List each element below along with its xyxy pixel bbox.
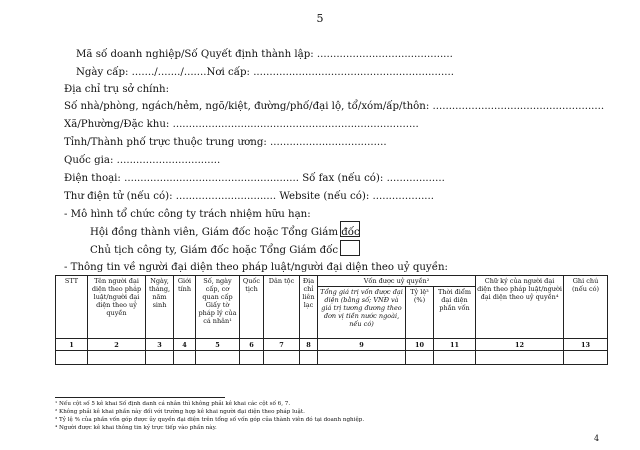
- empty-cell[interactable]: [564, 351, 608, 365]
- empty-cell[interactable]: [476, 351, 564, 365]
- model-option-chairman: Chủ tịch công ty, Giám đốc hoặc Tổng Giám đốc: [90, 245, 339, 256]
- empty-cell[interactable]: [264, 351, 300, 365]
- empty-cell[interactable]: [434, 351, 476, 365]
- empty-cell[interactable]: [318, 351, 406, 365]
- empty-cell[interactable]: [146, 351, 174, 365]
- head-office-heading: Địa chỉ trụ sở chính:: [64, 84, 169, 95]
- header-nationality: Quốc tịch: [240, 276, 264, 339]
- empty-cell[interactable]: [88, 351, 146, 365]
- page-number: 5: [316, 12, 324, 25]
- header-ethnicity: Dân tộc: [264, 276, 300, 339]
- chairman-checkbox[interactable]: [340, 240, 360, 256]
- country-line: Quốc gia: ................................: [64, 155, 221, 166]
- column-number: 12: [476, 339, 564, 351]
- empty-cell[interactable]: [406, 351, 434, 365]
- column-number: 8: [300, 339, 318, 351]
- column-number: 4: [174, 339, 196, 351]
- column-number: 10: [406, 339, 434, 351]
- column-number: 3: [146, 339, 174, 351]
- footnote: ¹ Nếu cột số 5 kê khai Số định danh cá nhân thì không phải kê khai các cột số 6, 7.: [55, 401, 291, 407]
- column-number: 7: [264, 339, 300, 351]
- ward-line: Xã/Phường/Đặc khu: ............................................................................: [64, 119, 419, 130]
- header-authorized-capital: Vốn được uỷ quyền²: [318, 276, 476, 287]
- street-address-line: Số nhà/phòng, ngách/hẻm, ngõ/kiệt, đường/phố/đại lộ, tổ/xóm/ấp/thôn: .....................................................: [64, 101, 605, 112]
- column-number: 6: [240, 339, 264, 351]
- corner-mark: 4: [594, 434, 600, 443]
- board-checkbox[interactable]: [340, 221, 360, 237]
- header-date-of-birth: Ngày, tháng, năm sinh: [146, 276, 174, 339]
- header-ratio: Tỷ lệ³ (%): [406, 287, 434, 339]
- representative-info-heading: - Thông tin về người đại diện theo pháp luật/người đại diện theo uỷ quyền:: [64, 262, 448, 273]
- header-total-capital-value: Tổng giá trị vốn được đại diện (bằng số; VNĐ và giá trị tương đương theo đơn vị tiền nước ngoài, nếu có): [318, 287, 406, 339]
- header-signature: Chữ ký của người đại diện theo pháp luật/người đại diện theo uỷ quyền⁴: [476, 276, 564, 339]
- header-notes: Ghi chú (nếu có): [564, 276, 608, 339]
- column-number: 13: [564, 339, 608, 351]
- footnote: ³ Tỷ lệ % của phần vốn góp được ủy quyền đại diện trên tổng số vốn góp của thành viên đó tại doanh nghiệp.: [55, 417, 365, 423]
- representative-table: [55, 275, 608, 365]
- model-option-board: Hội đồng thành viên, Giám đốc hoặc Tổng Giám đốc: [90, 227, 360, 238]
- phone-fax-line: Điện thoại: ...................................................... Số fax (nếu có): ..................: [64, 173, 445, 184]
- column-number: 11: [434, 339, 476, 351]
- header-representation-time: Thời điểm đại diện phần vốn: [434, 287, 476, 339]
- column-number: 9: [318, 339, 406, 351]
- header-contact-address: Địa chỉ liên lạc: [300, 276, 318, 339]
- column-number: 2: [88, 339, 146, 351]
- empty-cell[interactable]: [300, 351, 318, 365]
- header-stt: STT: [56, 276, 88, 339]
- footnote-separator: [55, 397, 225, 398]
- llc-model-heading: - Mô hình tổ chức công ty trách nhiệm hữu hạn:: [64, 209, 311, 220]
- header-representative-name: Tên người đại diện theo pháp luật/người đại diện theo uỷ quyền: [88, 276, 146, 339]
- header-gender: Giới tính: [174, 276, 196, 339]
- province-line: Tỉnh/Thành phố trực thuộc trung ương: ....................................: [64, 137, 387, 148]
- empty-cell[interactable]: [240, 351, 264, 365]
- footnote: ² Không phải kê khai phần này đối với trường hợp kê khai người đại diện theo pháp luật.: [55, 409, 305, 415]
- column-number: 1: [56, 339, 88, 351]
- empty-cell[interactable]: [56, 351, 88, 365]
- footnote: ⁴ Người được kê khai thông tin ký trực tiếp vào phần này.: [55, 425, 217, 431]
- empty-cell[interactable]: [174, 351, 196, 365]
- column-number: 5: [196, 339, 240, 351]
- email-website-line: Thư điện tử (nếu có): ............................... Website (nếu có): ...................: [64, 191, 435, 202]
- enterprise-code-line: Mã số doanh nghiệp/Số Quyết định thành lập: ..........................................: [76, 49, 453, 60]
- issue-date-line: Ngày cấp: ......./......./.......Nơi cấp: ..............................................................: [76, 67, 454, 78]
- header-id-document: Số, ngày cấp, cơ quan cấp Giấy tờ pháp lý của cá nhân¹: [196, 276, 240, 339]
- empty-cell[interactable]: [196, 351, 240, 365]
